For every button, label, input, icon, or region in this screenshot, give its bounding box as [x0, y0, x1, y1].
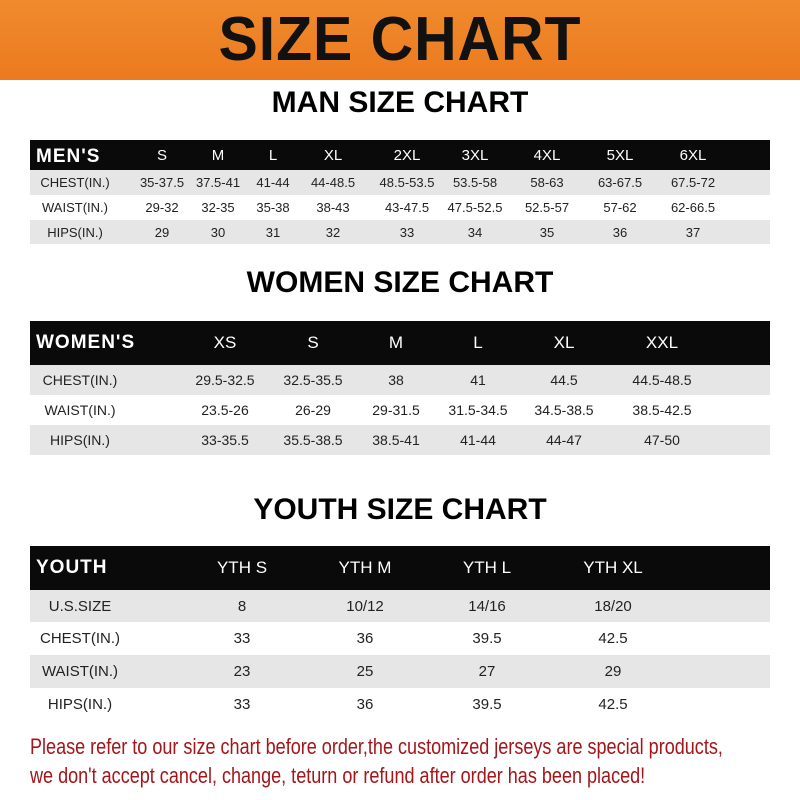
- page-title: SIZE CHART: [218, 5, 582, 74]
- table-cell: 33: [233, 630, 251, 647]
- table-cell: 35: [539, 225, 555, 240]
- women-heading: WOMEN SIZE CHART: [246, 266, 554, 299]
- size-header: 3XL: [461, 147, 489, 164]
- table-cell: 29-32: [145, 200, 179, 215]
- size-header: YTH XL: [583, 558, 643, 577]
- table-cell: 41-44: [460, 432, 496, 448]
- table-cell: 10/12: [346, 598, 384, 615]
- size-header: XS: [213, 333, 237, 352]
- row-label: CHEST(IN.): [40, 630, 120, 647]
- size-header: 5XL: [606, 147, 634, 164]
- table-cell: 41-44: [256, 175, 290, 190]
- size-header: 2XL: [393, 147, 421, 164]
- table-header-row: [30, 546, 770, 590]
- row-label: CHEST(IN.): [40, 175, 110, 190]
- row-label: HIPS(IN.): [47, 696, 113, 713]
- table-cell: 43-47.5: [384, 200, 430, 215]
- size-header: YTH M: [338, 558, 392, 577]
- table-cell: 25: [356, 663, 374, 680]
- table-cell: 29.5-32.5: [195, 372, 255, 388]
- table-row: [30, 170, 770, 195]
- table-cell: 35-38: [256, 200, 290, 215]
- table-cell: 38.5-41: [372, 432, 420, 448]
- table-cell: 44-48.5: [310, 175, 356, 190]
- table-cell: 23.5-26: [201, 402, 249, 418]
- table-cell: 35.5-38.5: [283, 432, 343, 448]
- table-row: [30, 590, 770, 622]
- table-cell: 31.5-34.5: [448, 402, 508, 418]
- row-label: HIPS(IN.): [50, 432, 110, 448]
- table-cell: 29-31.5: [372, 402, 420, 418]
- table-cell: 58-63: [530, 175, 564, 190]
- table-cell: 36: [356, 696, 374, 713]
- table-cell: 44.5-48.5: [632, 372, 692, 388]
- table-header-label: YOUTH: [36, 557, 108, 578]
- youth-heading: YOUTH SIZE CHART: [253, 493, 547, 526]
- notice-line-2: we don't accept cancel, change, teturn or refund after order has been placed!: [30, 763, 646, 788]
- table-cell: 44.5: [550, 372, 578, 388]
- size-header: XL: [323, 147, 343, 164]
- table-cell: 30: [210, 225, 226, 240]
- table-cell: 33: [399, 225, 415, 240]
- table-cell: 48.5-53.5: [379, 175, 435, 190]
- size-header: 6XL: [679, 147, 707, 164]
- row-label: WAIST(IN.): [42, 200, 108, 215]
- table-row: [30, 365, 770, 395]
- table-cell: 33-35.5: [201, 432, 249, 448]
- size-header: S: [307, 333, 319, 352]
- table-cell: 32: [325, 225, 341, 240]
- table-cell: 36: [612, 225, 628, 240]
- table-cell: 31: [265, 225, 281, 240]
- table-cell: 8: [237, 598, 247, 615]
- size-header: S: [156, 147, 168, 164]
- men-heading: MAN SIZE CHART: [271, 86, 529, 119]
- table-cell: 36: [356, 630, 374, 647]
- row-label: WAIST(IN.): [41, 663, 119, 680]
- size-header: M: [211, 147, 225, 164]
- table-cell: 63-67.5: [597, 175, 643, 190]
- table-cell: 52.5-57: [524, 200, 570, 215]
- notice-line-1: Please refer to our size chart before order,the customized jerseys are special products,: [30, 734, 723, 759]
- table-row: [30, 425, 770, 455]
- table-cell: 29: [604, 663, 622, 680]
- table-cell: 34.5-38.5: [534, 402, 594, 418]
- table-cell: 26-29: [295, 402, 331, 418]
- table-cell: 62-66.5: [670, 200, 716, 215]
- table-cell: 39.5: [472, 630, 502, 647]
- row-label: WAIST(IN.): [44, 402, 116, 418]
- table-cell: 14/16: [468, 598, 506, 615]
- table-cell: 32.5-35.5: [283, 372, 343, 388]
- size-header: XXL: [645, 333, 679, 352]
- table-row: [30, 688, 770, 720]
- table-cell: 41: [470, 372, 486, 388]
- size-header: M: [388, 333, 404, 352]
- table-row: [30, 220, 770, 244]
- table-cell: 42.5: [598, 630, 628, 647]
- table-row: [30, 622, 770, 655]
- table-cell: 39.5: [472, 696, 502, 713]
- size-header: 4XL: [533, 147, 561, 164]
- size-header: L: [473, 333, 483, 352]
- size-header: YTH L: [462, 558, 512, 577]
- row-label: HIPS(IN.): [47, 225, 103, 240]
- table-cell: 23: [233, 663, 251, 680]
- table-cell: 53.5-58: [452, 175, 498, 190]
- table-header-row: [30, 140, 770, 170]
- men-size-table: [30, 140, 770, 244]
- table-row: [30, 655, 770, 688]
- table-cell: 32-35: [201, 200, 235, 215]
- table-cell: 38-43: [316, 200, 350, 215]
- table-cell: 33: [233, 696, 251, 713]
- table-cell: 42.5: [598, 696, 628, 713]
- row-label: U.S.SIZE: [48, 598, 112, 615]
- table-header-row: [30, 321, 770, 365]
- table-cell: 57-62: [603, 200, 637, 215]
- table-cell: 37.5-41: [195, 175, 241, 190]
- women-size-table: [30, 321, 770, 455]
- table-cell: 38.5-42.5: [632, 402, 692, 418]
- youth-size-table: [30, 546, 770, 720]
- table-cell: 67.5-72: [670, 175, 716, 190]
- row-label: CHEST(IN.): [42, 372, 118, 388]
- table-cell: 35-37.5: [139, 175, 185, 190]
- table-cell: 29: [154, 225, 170, 240]
- table-cell: 47.5-52.5: [447, 200, 503, 215]
- size-header: XL: [553, 333, 575, 352]
- size-header: L: [268, 147, 278, 164]
- table-cell: 37: [685, 225, 701, 240]
- table-cell: 44-47: [546, 432, 582, 448]
- table-cell: 47-50: [644, 432, 680, 448]
- size-header: YTH S: [216, 558, 268, 577]
- table-header-label: WOMEN'S: [36, 332, 136, 353]
- title-banner: [0, 0, 800, 80]
- table-cell: 38: [388, 372, 404, 388]
- table-header-label: MEN'S: [36, 146, 101, 167]
- table-cell: 18/20: [594, 598, 632, 615]
- table-row: [30, 395, 770, 425]
- table-cell: 34: [467, 225, 483, 240]
- table-row: [30, 195, 770, 220]
- table-cell: 27: [478, 663, 496, 680]
